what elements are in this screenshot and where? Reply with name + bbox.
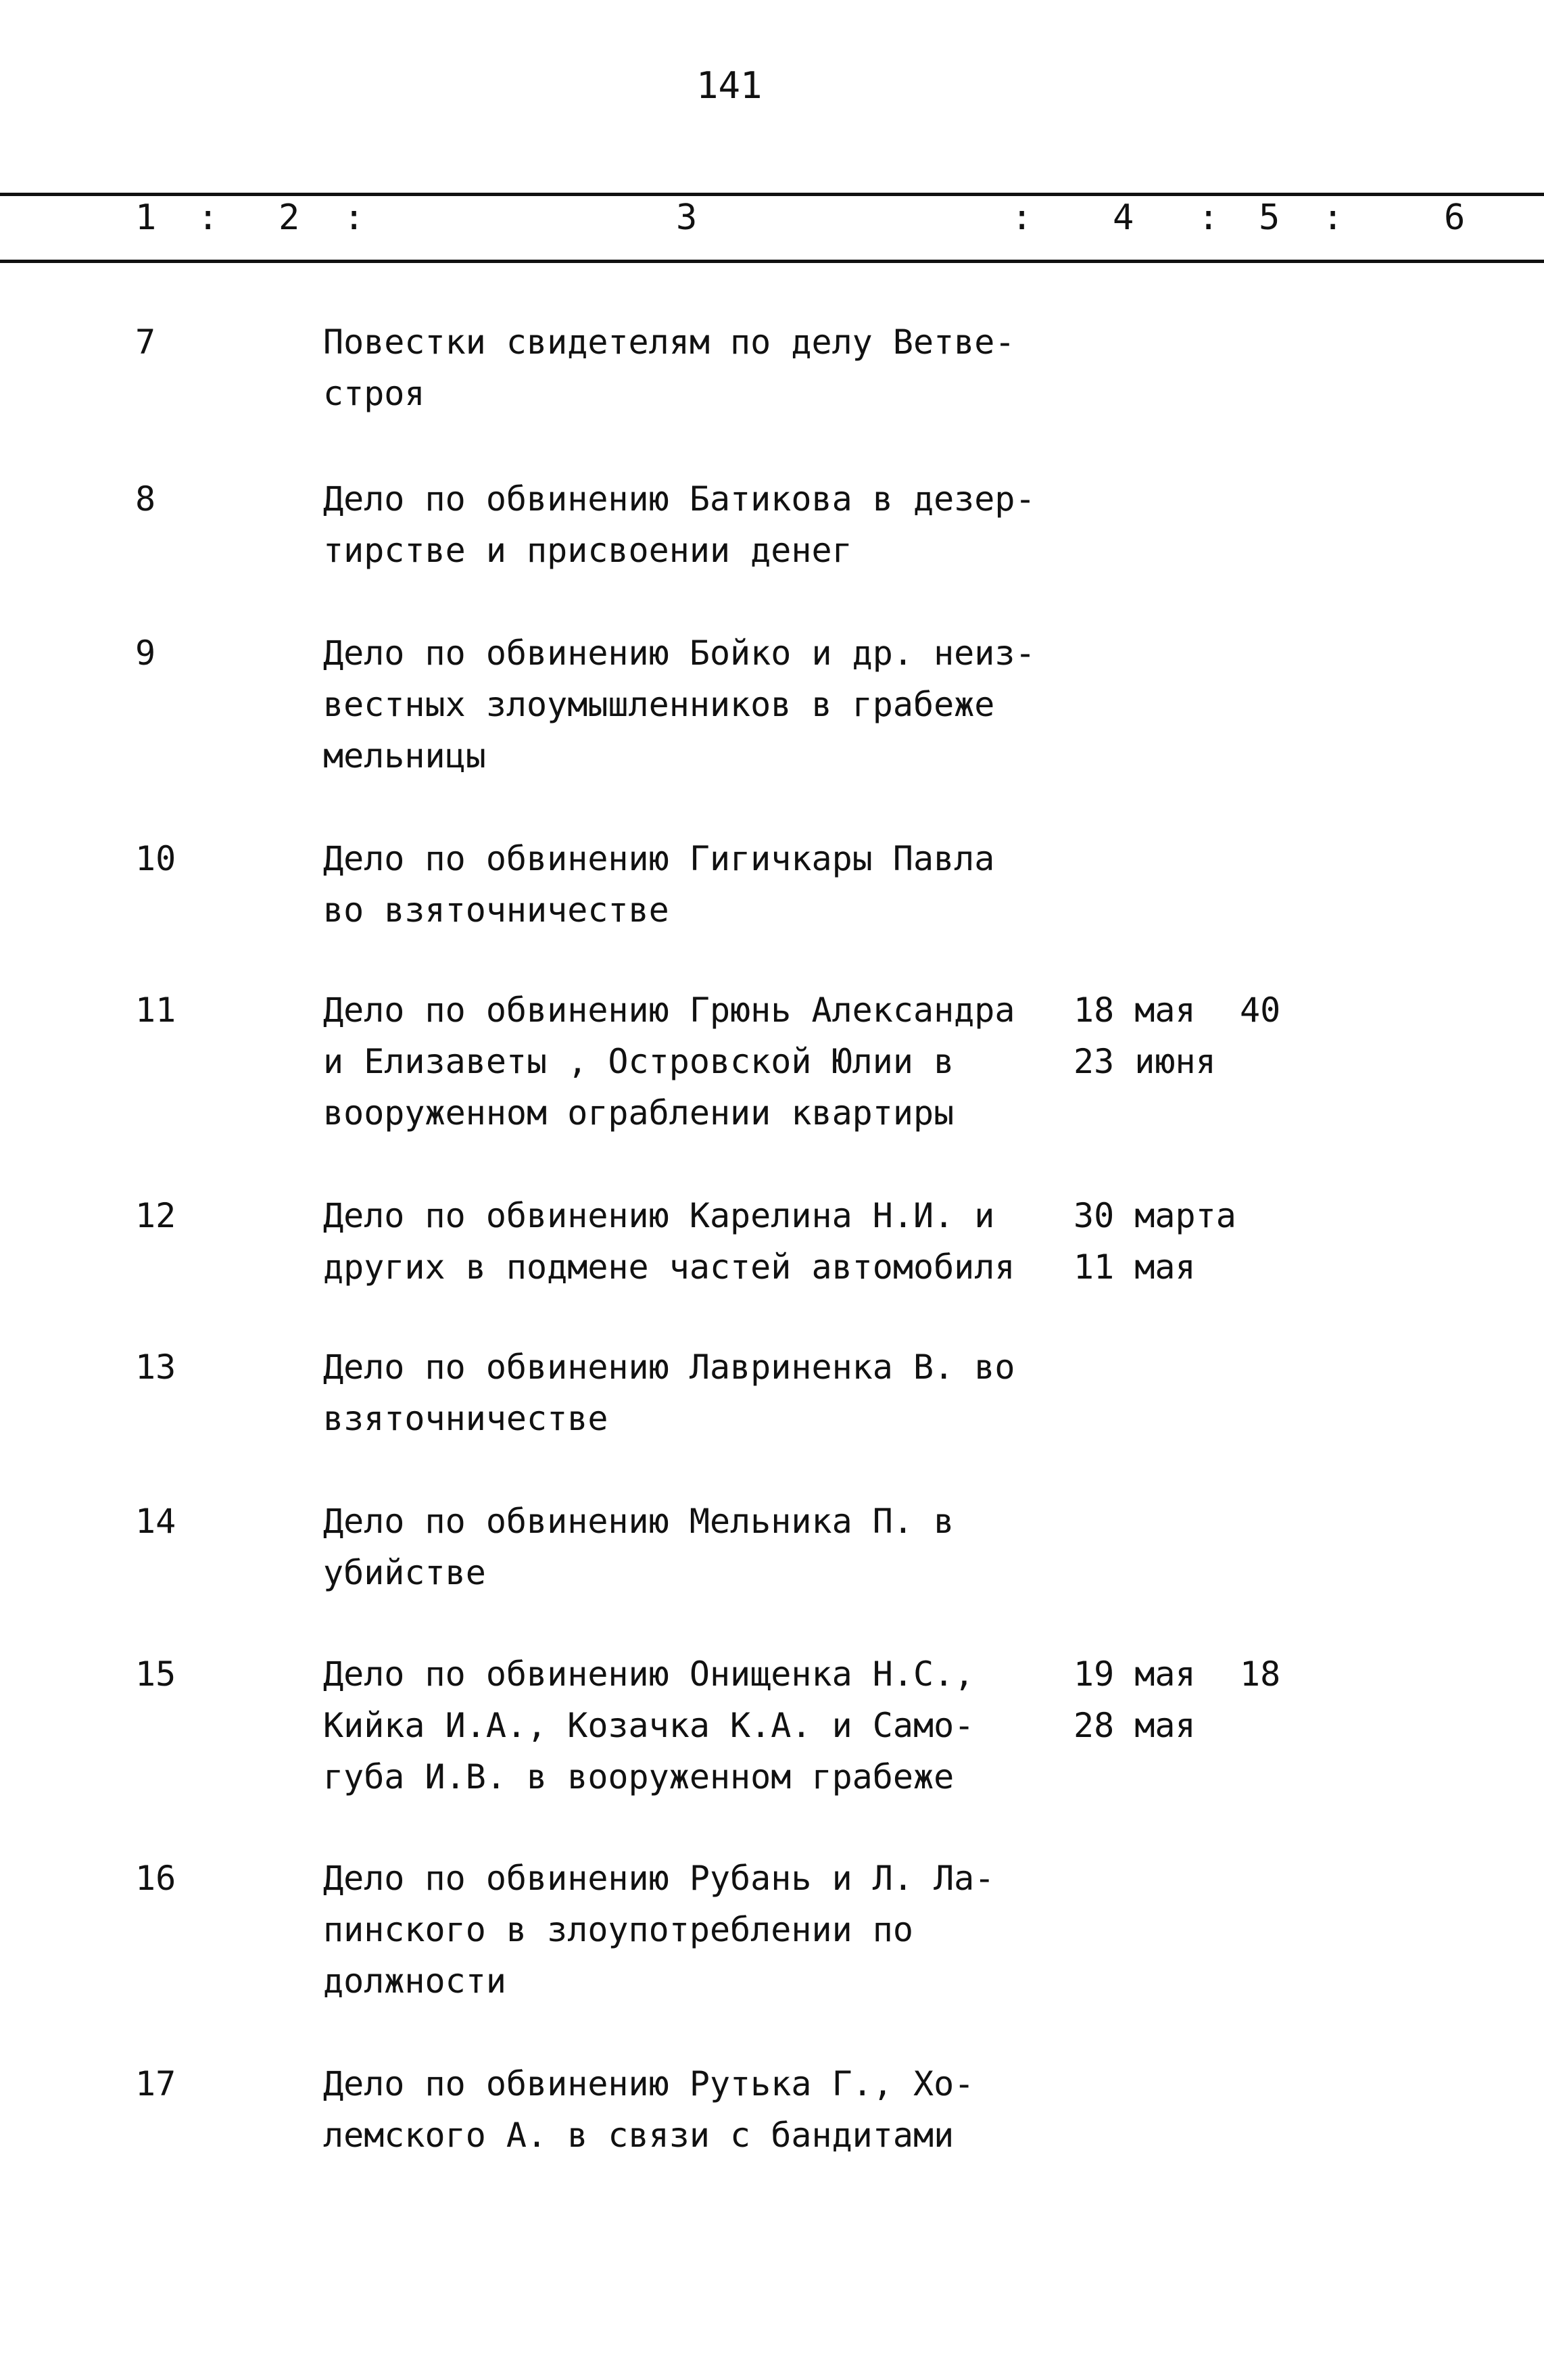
- row-title: [323, 1341, 1015, 1444]
- row-number: 8: [135, 479, 156, 519]
- column-separator: :: [343, 197, 365, 238]
- title-line: и Елизаветы , Островской Юлии в: [323, 1042, 955, 1081]
- row-dates: [1073, 1648, 1196, 1751]
- row-title: [323, 1648, 974, 1803]
- column-separator: :: [1198, 197, 1220, 238]
- row-number: 10: [135, 839, 176, 878]
- column-header-5: 5: [1259, 197, 1280, 238]
- column-separator: :: [197, 197, 219, 238]
- column-header-4: 4: [1113, 197, 1134, 238]
- title-line: вооруженном ограблении квартиры: [323, 1093, 955, 1133]
- row-sheet-count: 40: [1240, 991, 1281, 1030]
- row-title: [323, 833, 994, 936]
- row-number: 15: [135, 1655, 176, 1694]
- row-number: 12: [135, 1196, 176, 1235]
- row-title: [323, 316, 1015, 419]
- date-line: 28 мая: [1073, 1706, 1196, 1745]
- row-title: [323, 473, 1036, 576]
- page-number: 141: [696, 64, 763, 107]
- date-line: 23 июня: [1073, 1042, 1216, 1081]
- column-header-3: 3: [676, 197, 698, 238]
- title-line: вестных злоумышленников в грабеже: [323, 685, 995, 724]
- title-line: Дело по обвинению Рубань и Л. Ла-: [323, 1859, 995, 1898]
- row-dates: [1073, 984, 1216, 1087]
- column-header-6: 6: [1444, 197, 1466, 238]
- row-title: [323, 1496, 954, 1598]
- row-title: [323, 1190, 1015, 1293]
- date-line: 19 мая: [1073, 1655, 1196, 1694]
- date-line: 30 марта: [1073, 1196, 1236, 1235]
- row-sheet-count: 18: [1240, 1655, 1281, 1694]
- title-line: строя: [323, 374, 425, 413]
- title-line: Дело по обвинению Онищенка Н.С.,: [323, 1655, 975, 1694]
- title-line: лемского А. в связи с бандитами: [323, 2116, 955, 2155]
- date-line: 18 мая: [1073, 991, 1196, 1030]
- title-line: должности: [323, 1961, 506, 2001]
- title-line: Дело по обвинению Рутька Г., Хо-: [323, 2064, 975, 2103]
- row-title: [323, 627, 1036, 782]
- row-number: 9: [135, 634, 156, 673]
- row-number: 17: [135, 2064, 176, 2103]
- title-line: Повестки свидетелям по делу Ветве-: [323, 323, 1015, 362]
- title-line: тирстве и присвоении денег: [323, 531, 852, 570]
- title-line: Дело по обвинению Грюнь Александра: [323, 991, 1015, 1030]
- row-number: 13: [135, 1348, 176, 1387]
- row-dates: [1073, 1190, 1236, 1293]
- title-line: губа И.В. в вооруженном грабеже: [323, 1757, 955, 1796]
- row-number: 16: [135, 1859, 176, 1898]
- row-number: 7: [135, 323, 156, 362]
- title-line: Кийка И.А., Козачка К.А. и Само-: [323, 1706, 975, 1745]
- title-line: Дело по обвинению Бойко и др. неиз-: [323, 634, 1036, 673]
- row-title: [323, 2058, 974, 2161]
- title-line: Дело по обвинению Лавриненка В. во: [323, 1348, 1015, 1387]
- title-line: Дело по обвинению Мельника П. в: [323, 1502, 955, 1541]
- title-line: Дело по обвинению Карелина Н.И. и: [323, 1196, 995, 1235]
- column-header-1: 1: [135, 197, 157, 238]
- title-line: Дело по обвинению Гигичкары Павла: [323, 839, 995, 878]
- date-line: 11 мая: [1073, 1247, 1196, 1287]
- column-separator: :: [1011, 197, 1033, 238]
- title-line: других в подмене частей автомобиля: [323, 1247, 1015, 1287]
- title-line: убийстве: [323, 1553, 486, 1592]
- column-separator: :: [1322, 197, 1344, 238]
- column-header-2: 2: [279, 197, 300, 238]
- title-line: во взяточничестве: [323, 890, 669, 930]
- row-number: 14: [135, 1502, 176, 1541]
- title-line: пинского в злоупотреблении по: [323, 1910, 913, 1949]
- title-line: Дело по обвинению Батикова в дезер-: [323, 479, 1036, 519]
- header-bottom-rule: [0, 260, 1544, 263]
- header-top-rule: [0, 193, 1544, 196]
- row-title: [323, 1853, 994, 2007]
- title-line: взяточничестве: [323, 1399, 608, 1438]
- row-title: [323, 984, 1015, 1139]
- title-line: мельницы: [323, 736, 486, 776]
- row-number: 11: [135, 991, 176, 1030]
